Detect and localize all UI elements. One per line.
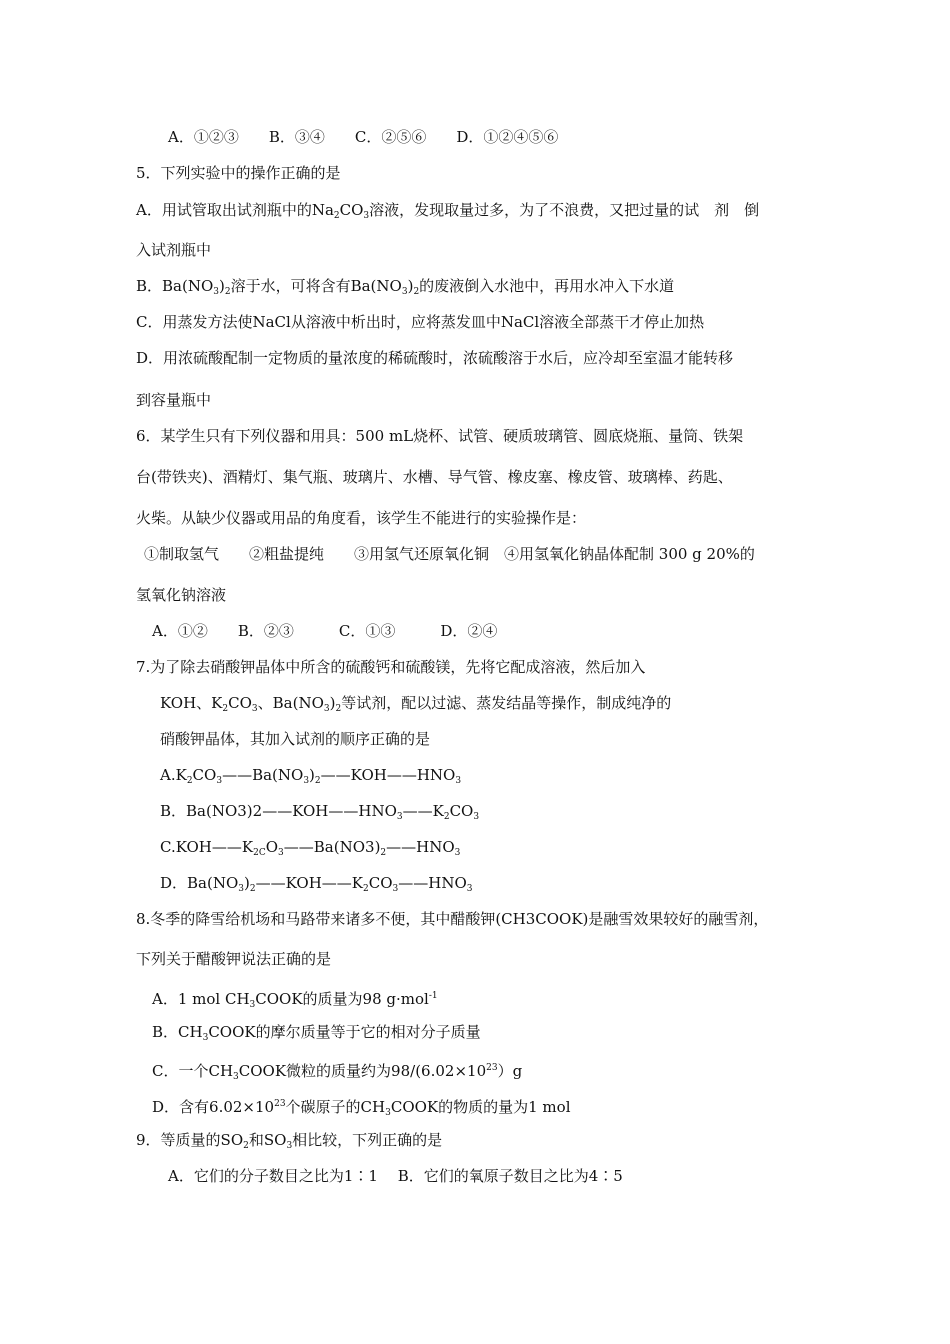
q5-option-d-cont: 到容量瓶中 [136, 391, 212, 409]
q7-option-b: B．$Ba(NO3)2——KOH——HNO_3——K_2CO_3$ [160, 802, 480, 822]
q6-items-cont: 氢氧化钠溶液 [136, 586, 227, 604]
q8-stem-line2: 下列关于醋酸钾说法正确的是 [136, 950, 332, 968]
q7-option-d: D．$Ba(NO_3)_2——KOH——K_2CO_3——HNO_3$ [160, 874, 473, 894]
q5-option-d: D．用浓硫酸配制一定物质的量浓度的稀硫酸时，浓硫酸溶于水后，应冷却至室温才能转移 [136, 349, 734, 367]
q9-stem: 9．等质量的$SO_2$和$SO_3$相比较，下列正确的是 [136, 1131, 443, 1151]
q5-option-b: B．$Ba(NO_3)_2$溶于水，可将含有$Ba(NO_3)_2$的废液倒入水池中，再用水冲入下水道 [136, 277, 675, 297]
q7-stem-line2: KOH、$K_2CO_3$、$Ba(NO_3)_2$等试剂，配以过滤、蒸发结晶等操作，制成纯净的 [160, 694, 672, 714]
q5-option-c: C．用蒸发方法使NaCl从溶液中析出时，应将蒸发皿中NaCl溶液全部蒸干才停止加热 [136, 313, 705, 331]
q8-option-a: A．1 mol $CH_3COOK$的质量为98 g·mol$^{-1}$ [152, 990, 438, 1010]
q6-items: ①制取氢气 ②粗盐提纯 ③用氢气还原氧化铜 ④用氢氧化钠晶体配制 300 g 20%的 [144, 545, 755, 563]
q5-option-a-cont: 入试剂瓶中 [136, 241, 212, 259]
q7-option-c: $C.KOH——K_{2C}O_3——Ba(NO3)_2——HNO_3$ [160, 838, 461, 858]
q6-stem-line3: 火柴。从缺少仪器或用品的角度看，该学生不能进行的实验操作是： [136, 509, 587, 527]
q6-options: A．①② B．②③ C．①③ D．②④ [152, 622, 498, 640]
q8-option-c: C．一个$CH_3COOK$微粒的质量约为$98/(6.02\times 10^{23})g$ [152, 1062, 523, 1082]
q5-option-a: A．用试管取出试剂瓶中的$Na_2CO_3$溶液，发现取量过多，为了不浪费，又把过量的试 剂 倒 [136, 201, 760, 221]
q8-stem-line1: 8.冬季的降雪给机场和马路带来诸多不便，其中醋酸钾(CH3COOK)是融雪效果较好的融雪剂， [136, 910, 769, 928]
q8-option-b: B．$CH_3COOK$的摩尔质量等于它的相对分子质量 [152, 1023, 481, 1043]
q7-option-a: $A.K_2CO_3——Ba(NO_3)_2——KOH——HNO_3$ [160, 766, 462, 786]
q6-stem-line1: 6．某学生只有下列仪器和用具：500 mL烧杯、试管、硬质玻璃管、圆底烧瓶、量筒、铁架 [136, 427, 744, 445]
q4-options: A．①②③ B．③④ C．②⑤⑥ D．①②④⑤⑥ [168, 128, 559, 146]
q9-options: A．它们的分子数目之比为1∶1 B．它们的氧原子数目之比为4∶5 [168, 1167, 623, 1185]
q5-stem: 5．下列实验中的操作正确的是 [136, 164, 341, 182]
q6-stem-line2: 台(带铁夹)、酒精灯、集气瓶、玻璃片、水槽、导气管、橡皮塞、橡皮管、玻璃棒、药匙、 [136, 468, 733, 486]
q8-option-d: D．含有$6.02\times 10^{23}$个碳原子的$CH_3COOK$的物质的量为1 mol [152, 1098, 571, 1118]
q7-stem-line1: 7.为了除去硝酸钾晶体中所含的硫酸钙和硫酸镁，先将它配成溶液，然后加入 [136, 658, 646, 676]
q7-stem-line3: 硝酸钾晶体，其加入试剂的顺序正确的是 [160, 730, 431, 748]
